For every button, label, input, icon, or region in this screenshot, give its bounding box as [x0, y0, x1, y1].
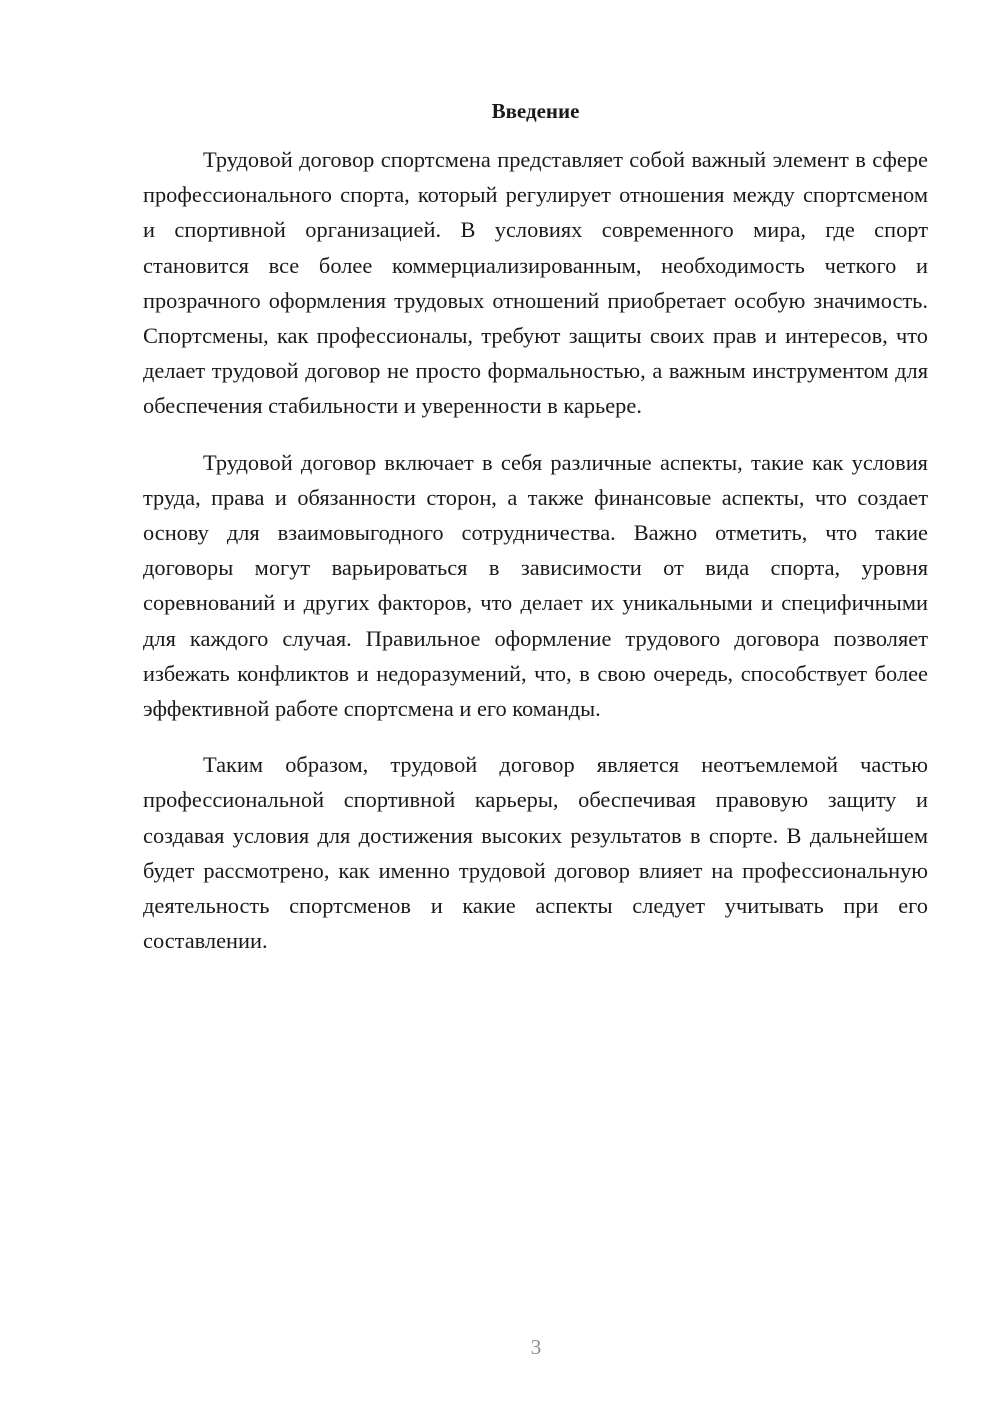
body-text	[143, 142, 928, 979]
paragraph: Трудовой договор включает в себя различные аспекты, такие как условия труда, права и обязанности сторон, а также финансовые аспекты, что создает основу для взаимовыгодного сотрудничества. Важно отметить, что такие договоры могут варьироваться в зависимости от вида спорта, уровня соревнований и других факторов, что делает их уникальными и специфичными для каждого случая. Правильное оформление трудового договора позволяет избежать конфликтов и недоразумений, что, в свою очередь, способствует более эффективной работе спортсмена и его команды.	[143, 449, 928, 722]
paragraph: Трудовой договор спортсмена представляет собой важный элемент в сфере профессионального спорта, который регулирует отношения между спортсменом и спортивной организацией. В условиях современного мира, где спорт становится все более коммерциализированным, необходимость четкого и прозрачного оформления трудовых отношений приобретает особую значимость. Спортсмены, как профессионалы, требуют защиты своих прав и интересов, что делает трудовой договор не просто формальностью, а важным инструментом для обеспечения стабильности и уверенности в карьере.	[143, 147, 928, 419]
paragraph: Таким образом, трудовой договор является неотъемлемой частью профессиональной спортивной карьеры, обеспечивая правовую защиту и создавая условия для достижения высоких результатов в спорте. В дальнейшем будет рассмотрено, как именно трудовой договор влияет на профессиональную деятельность спортсменов и какие аспекты следует учитывать при его составлении.	[143, 752, 928, 954]
page-number: 3	[530, 1335, 542, 1359]
section-heading: Введение	[491, 99, 580, 123]
